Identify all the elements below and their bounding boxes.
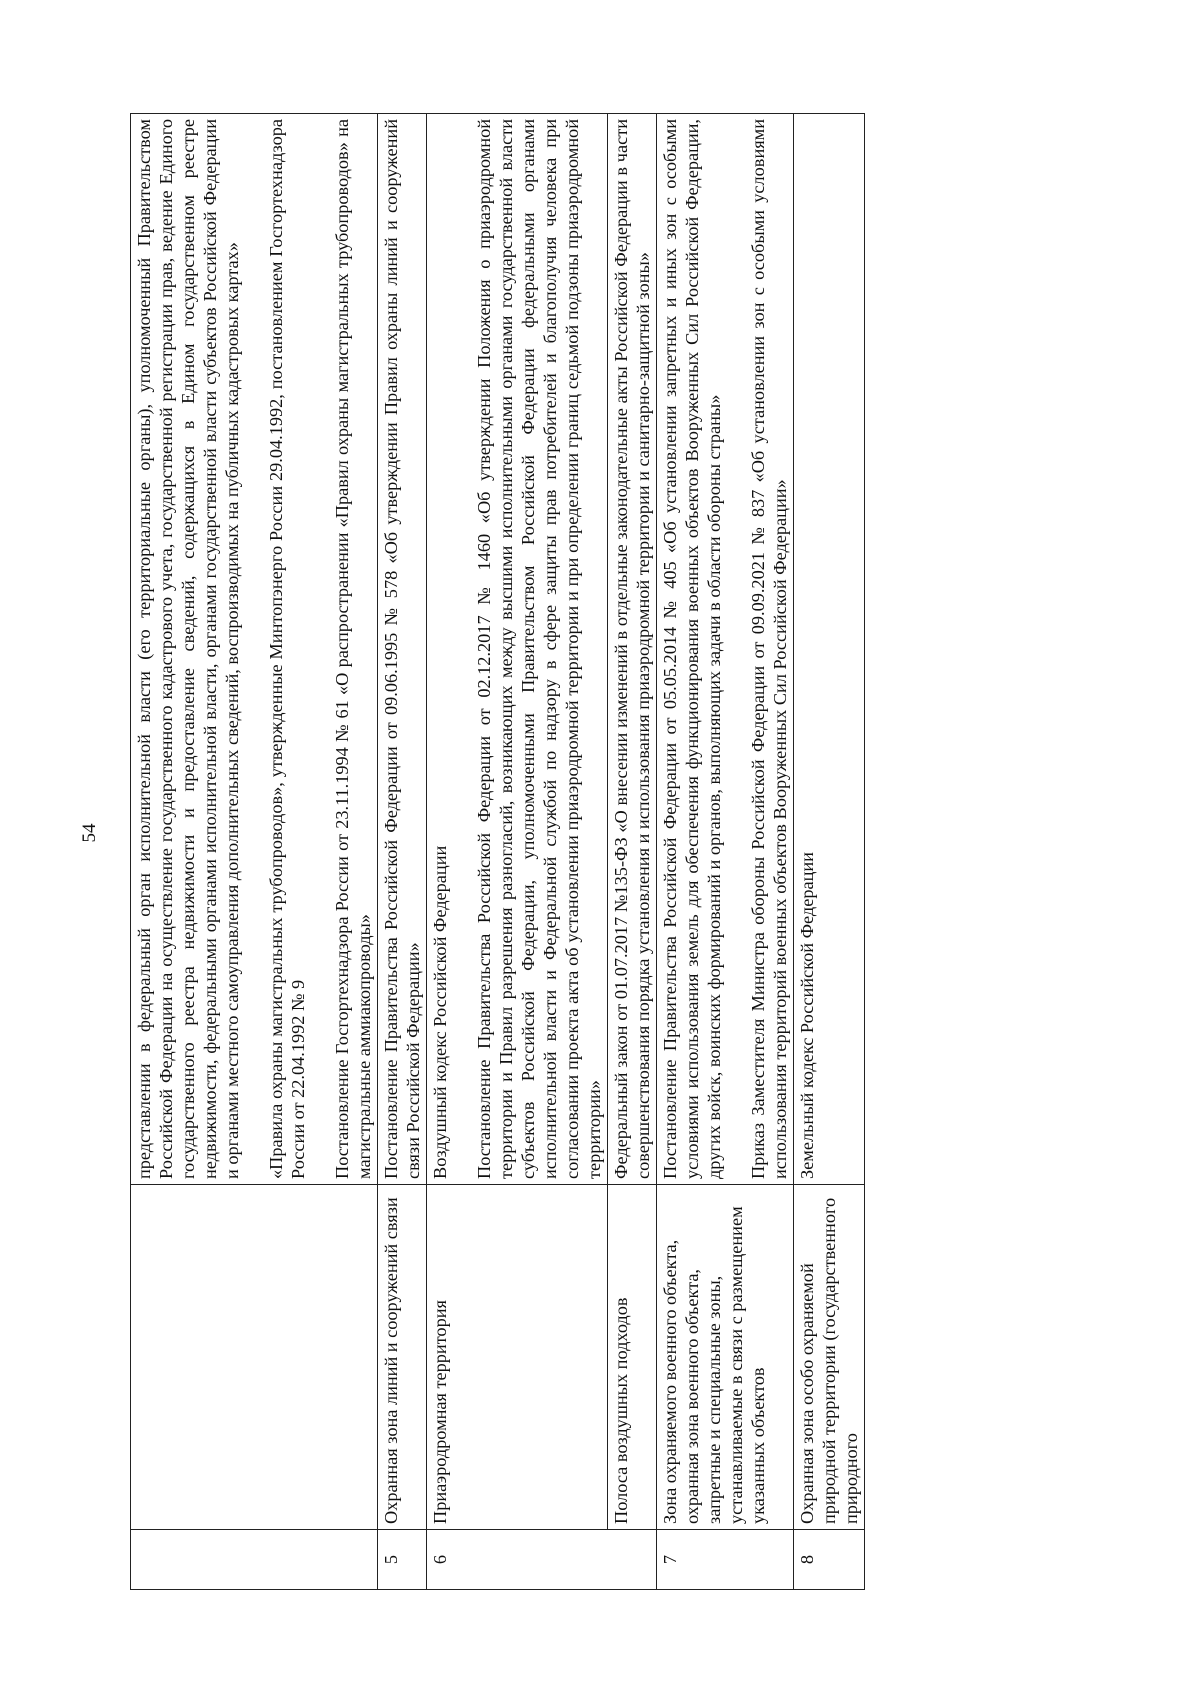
- legal-doc: Постановление Госгортехнадзора России от 23.11.1994 № 61 «О распространении «Правил охраны магистральных трубопроводов» на магистральные аммиакопроводы»: [332, 119, 374, 1179]
- legal-doc: Приказ Заместителя Министра обороны Российской Федерации от 09.09.2021 № 837 «Об установлении зон с особыми условиями использования территорий военных объектов Вооруженных Сил Российской Федерации»: [748, 119, 790, 1179]
- table-row: [657, 114, 794, 1590]
- legal-doc: Постановление Правительства Российской Федерации от 09.06.1995 № 578 «Об утверждении Правил охраны линий и сооружений связи Российской Федерации»: [381, 119, 423, 1179]
- legal-docs: [608, 114, 657, 1185]
- row-number: 6: [427, 1530, 657, 1590]
- page-number: 54: [79, 823, 100, 843]
- zone-name: [131, 1185, 378, 1530]
- legal-docs: [794, 114, 865, 1185]
- row-number: [131, 1530, 378, 1590]
- zone-name: Охранная зона линий и сооружений связи: [378, 1185, 427, 1530]
- zone-name: Зона охраняемого военного объекта, охранная зона военного объекта, запретные и специальные зоны, устанавливаемые в связи с размещением указанных объектов: [657, 1185, 794, 1530]
- row-number: 7: [657, 1530, 794, 1590]
- legal-doc: Постановление Правительства Российской Федерации от 05.05.2014 № 405 «Об установлении запретных и иных зон с особыми условиями использования земель для обеспечения функционирования военных объектов Вооруженных Сил Российской Федерации, других войск, воинских формирований и органов, выполняющих задачи в области обороны страны»: [660, 119, 724, 1179]
- table-row: [794, 114, 865, 1590]
- legal-doc: Земельный кодекс Российской Федерации: [797, 852, 817, 1179]
- legal-doc: представлении в федеральный орган исполнительной власти (его территориальные органы), уполномоченный Правительством Российской Федерации на осуществление государственного кадастрового учета, государственной регистрации прав, ведение Единого государственного реестра недвижимости и предоставление сведений, содержащихся в Едином государственном реестре недвижимости, федеральными органами исполнительной власти, органами государственной власти субъектов Российской Федерации и органами местного самоуправления дополнительных сведений, воспроизводимых на публичных кадастровых картах»: [134, 119, 242, 1179]
- row-number: 8: [794, 1530, 865, 1590]
- table-row: [378, 114, 427, 1590]
- table-row: [608, 114, 657, 1590]
- row-number: 5: [378, 1530, 427, 1590]
- legal-doc: Федеральный закон от 01.07.2017 №135-ФЗ «О внесении изменений в отдельные законодательные акты Российской Федерации в части совершенствования порядка установления и использования приаэродромной территории и санитарно-защитной зоны»: [611, 119, 653, 1179]
- legal-doc: Воздушный кодекс Российской Федерации: [430, 845, 450, 1179]
- zone-name: Приаэродромная территория: [427, 1185, 608, 1530]
- legal-docs: [131, 114, 378, 1185]
- rotated-page: [130, 114, 1098, 1590]
- legal-doc: «Правила охраны магистральных трубопроводов», утвержденные Минтопэнерго России 29.04.1992, постановлением Госгортехнадзора России от 22.04.1992 № 9: [266, 119, 308, 1179]
- legal-docs: [657, 114, 794, 1185]
- legal-doc: Постановление Правительства Российской Федерации от 02.12.2017 № 1460 «Об утверждении Положения о приаэродромной территории и Правил разрешения разногласий, возникающих между высшими исполнительными органами государственной власти субъектов Российской Федерации, уполномоченными Правительством Российской Федерации федеральными органами исполнительной власти и Федеральной службой по надзору в сфере защиты прав потребителей и благополучия человека при согласовании проекта акта об установлении приаэродромной территории и при определении границ седьмой подзоны приаэродромной территории»: [474, 119, 604, 1179]
- sub-zone-name: Полоса воздушных подходов: [608, 1185, 657, 1530]
- table-row: [427, 114, 608, 1590]
- legal-docs: [378, 114, 427, 1185]
- table-row: [131, 114, 378, 1590]
- zones-table: [130, 113, 865, 1590]
- zone-name: Охранная зона особо охраняемой природной территории (государственного природного: [794, 1185, 865, 1530]
- legal-docs: [427, 114, 608, 1185]
